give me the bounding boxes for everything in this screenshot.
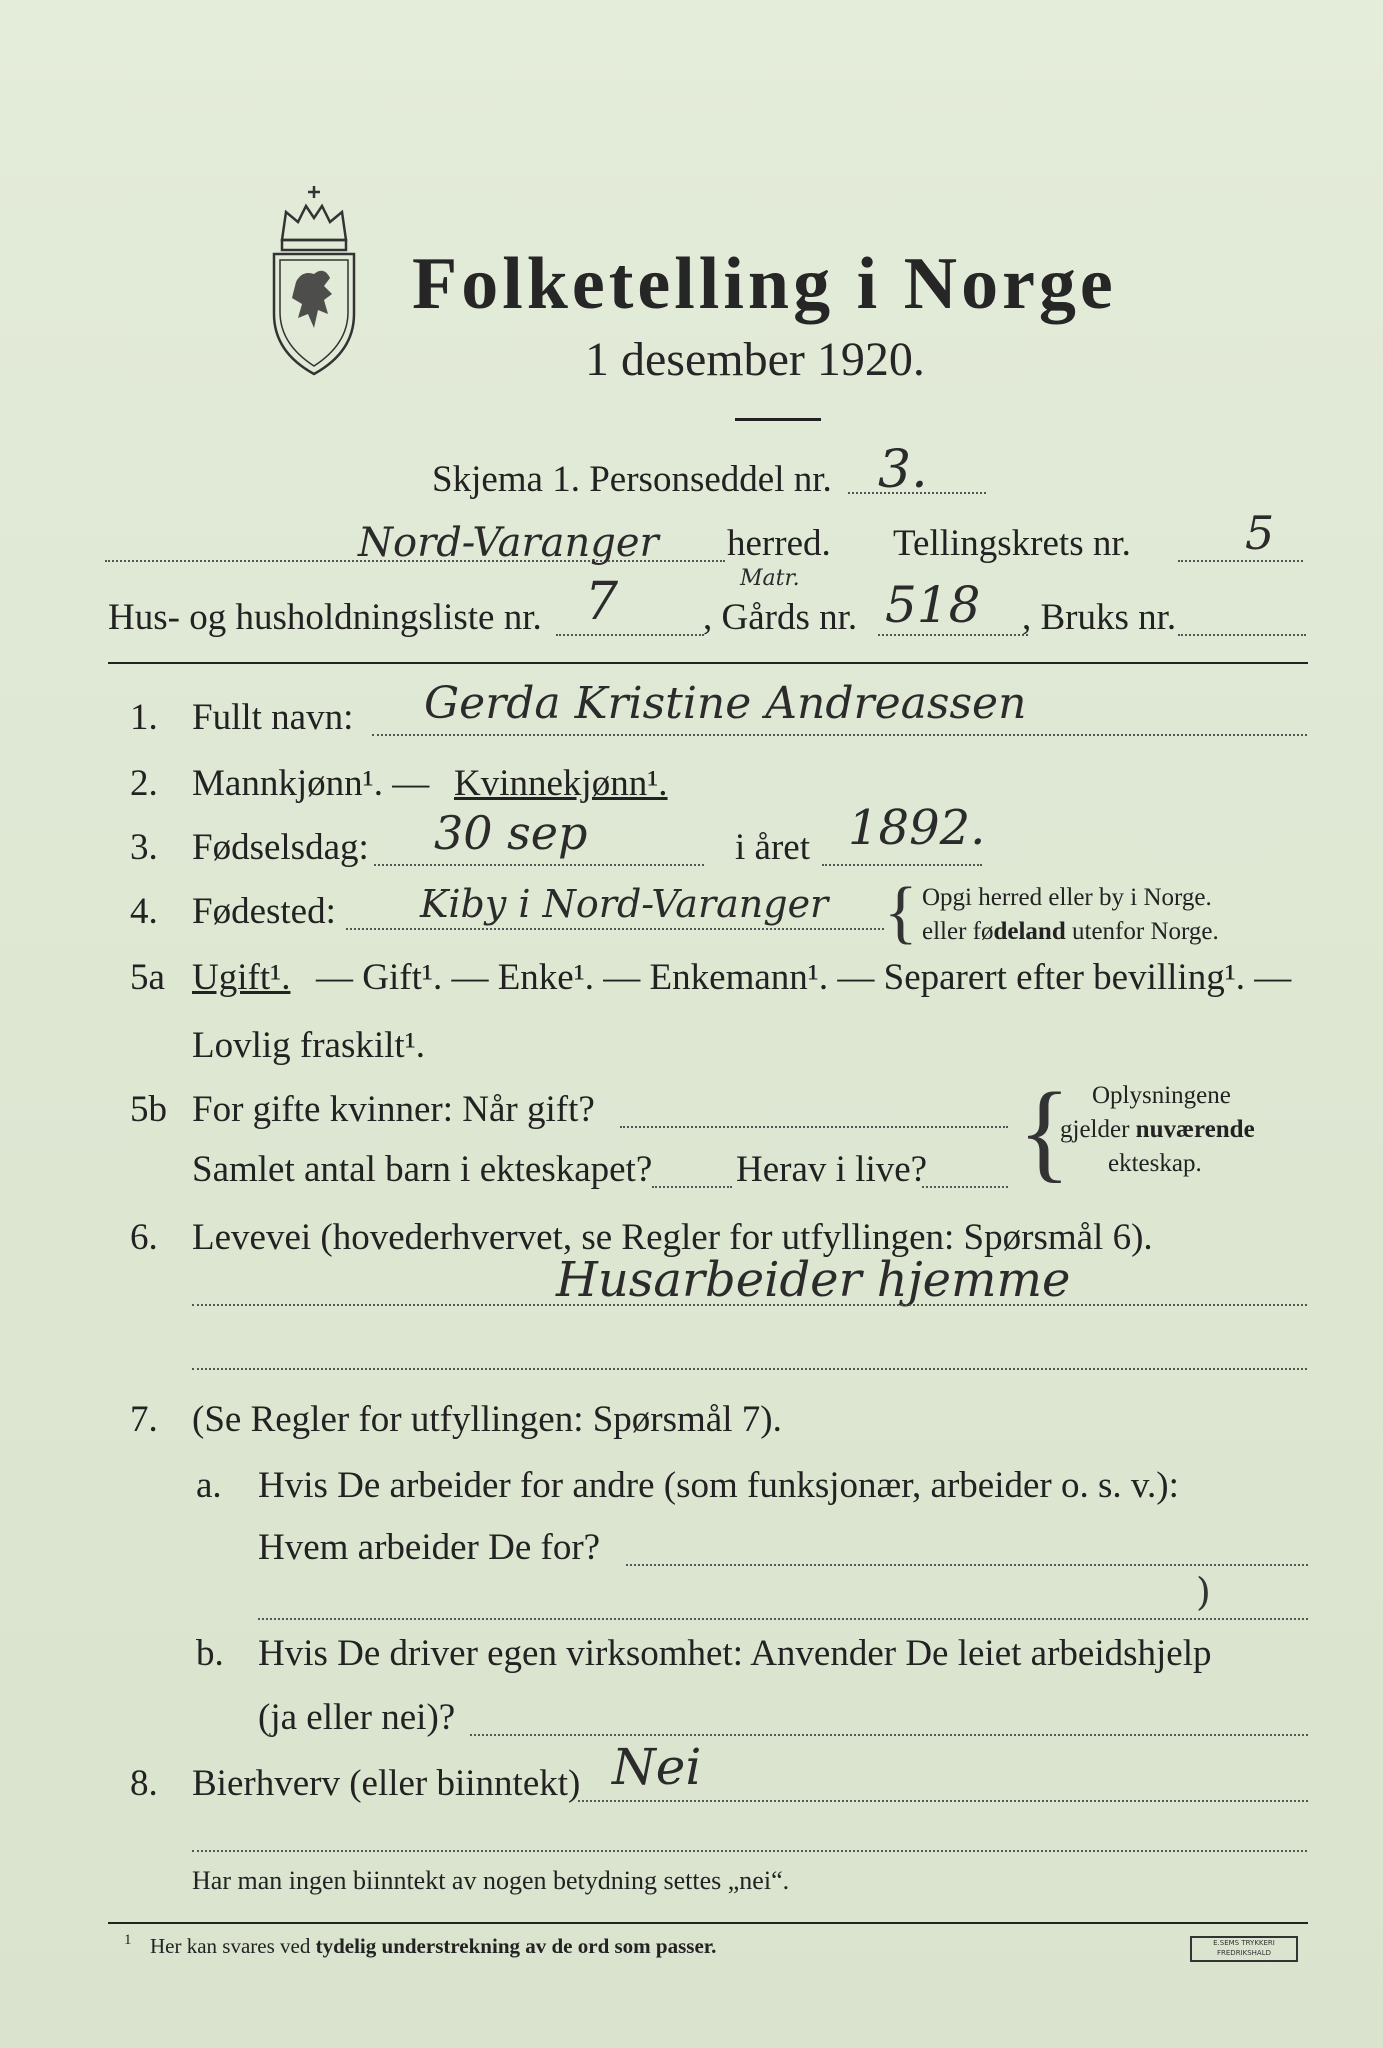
footnote-number: 1 xyxy=(124,1932,132,1948)
q7-label: (Se Regler for utfyllingen: Spørsmål 7). xyxy=(192,1399,782,1440)
employer-line-1 xyxy=(626,1564,1308,1566)
occupation-value[interactable]: Husarbeider hjemme xyxy=(556,1252,1071,1308)
q7a-text: Hvis De arbeider for andre (som funksjonær, arbeider o. s. v.): xyxy=(258,1465,1179,1506)
q8-label: Bierhverv (eller biinntekt) xyxy=(192,1763,581,1804)
birthday-value[interactable]: 30 sep xyxy=(434,806,588,860)
q7a-letter: a. xyxy=(196,1465,222,1506)
side-income-line-1 xyxy=(578,1800,1308,1802)
q5a-number: 5a xyxy=(130,957,165,998)
household-line xyxy=(556,634,704,636)
hired-help-line xyxy=(470,1734,1308,1736)
birthplace-note-2: eller fødeland utenfor Norge. xyxy=(922,918,1219,945)
q1-number: 1. xyxy=(130,697,158,738)
alive-line xyxy=(922,1186,1008,1188)
q5b-note-1: Oplysningene xyxy=(1092,1082,1231,1109)
occupation-line-2 xyxy=(192,1368,1307,1370)
birth-year-value[interactable]: 1892. xyxy=(848,800,986,856)
q7b-question: (ja eller nei)? xyxy=(258,1697,456,1738)
norwegian-coat-of-arms-icon xyxy=(262,182,366,378)
q8-number: 8. xyxy=(130,1763,158,1804)
side-income-value[interactable]: Nei xyxy=(612,1738,702,1796)
q1-line xyxy=(372,734,1307,736)
birthplace-value[interactable]: Kiby i Nord-Varanger xyxy=(420,882,829,926)
sex-male-option[interactable]: Mannkjønn¹. — xyxy=(192,763,430,804)
marital-ugift-option[interactable]: Ugift¹. xyxy=(192,957,291,998)
q5b-label: For gifte kvinner: Når gift? xyxy=(192,1089,595,1130)
title-divider xyxy=(735,418,821,421)
children-line xyxy=(652,1186,732,1188)
children-label: Samlet antal barn i ekteskapet? xyxy=(192,1149,653,1190)
gards-value[interactable]: 518 xyxy=(885,576,981,634)
married-when-line xyxy=(620,1126,1008,1128)
bruks-label: , Bruks nr. xyxy=(1022,597,1177,638)
footnote-text: Her kan svares ved tydelig understrekning av de ord som passer. xyxy=(150,1934,717,1958)
marital-other-options[interactable]: — Gift¹. — Enke¹. — Enkemann¹. — Separert efter bevilling¹. — xyxy=(316,957,1292,998)
household-label: Hus- og husholdningsliste nr. xyxy=(108,597,542,638)
q5b-brace: { xyxy=(1018,1070,1071,1192)
alive-label: Herav i live? xyxy=(736,1149,928,1190)
herred-label: herred. xyxy=(727,523,831,564)
q6-number: 6. xyxy=(130,1217,158,1258)
q2-number: 2. xyxy=(130,763,158,804)
side-income-line-2 xyxy=(192,1850,1307,1852)
employer-line-2 xyxy=(258,1618,1308,1620)
household-value[interactable]: 7 xyxy=(585,572,619,632)
matr-note: Matr. xyxy=(740,566,800,591)
q1-label: Fullt navn: xyxy=(192,697,354,738)
year-label: i året xyxy=(735,827,810,868)
birthday-line xyxy=(374,864,704,866)
footer-rule xyxy=(108,1922,1308,1924)
q6-label: Levevei (hovederhvervet, se Regler for utfyllingen: Spørsmål 6). xyxy=(192,1217,1153,1258)
stray-mark: ) xyxy=(1196,1570,1211,1614)
krets-label: Tellingskrets nr. xyxy=(893,523,1131,564)
gards-label: , Gårds nr. xyxy=(703,597,858,638)
q7-number: 7. xyxy=(130,1399,158,1440)
krets-value[interactable]: 5 xyxy=(1245,506,1275,560)
q7b-letter: b. xyxy=(196,1633,224,1674)
census-date: 1 desember 1920. xyxy=(585,333,925,386)
herred-value[interactable]: Nord-Varanger xyxy=(358,520,659,566)
header-rule xyxy=(108,662,1308,664)
occupation-line-1 xyxy=(192,1304,1307,1306)
q7a-question: Hvem arbeider De for? xyxy=(258,1527,601,1568)
q5b-note-2: gjelder nuværende xyxy=(1060,1116,1255,1143)
q4-label: Fødested: xyxy=(192,891,336,932)
nei-instruction: Har man ingen biinntekt av nogen betydning settes „nei“. xyxy=(192,1866,790,1895)
form-title: Folketelling i Norge xyxy=(412,243,1117,325)
q5b-number: 5b xyxy=(130,1089,167,1130)
full-name-value[interactable]: Gerda Kristine Andreassen xyxy=(424,678,1027,729)
q3-label: Fødselsdag: xyxy=(192,827,369,868)
gards-line xyxy=(878,634,1028,636)
q5b-note-3: ekteskap. xyxy=(1108,1150,1202,1177)
sex-female-option[interactable]: Kvinnekjønn¹. xyxy=(454,763,668,804)
birthplace-note-1: Opgi herred eller by i Norge. xyxy=(922,884,1212,911)
schema-label: Skjema 1. Personseddel nr. xyxy=(432,459,832,500)
birthplace-brace: { xyxy=(884,874,918,951)
year-line xyxy=(822,864,982,866)
q4-number: 4. xyxy=(130,891,158,932)
schema-value[interactable]: 3. xyxy=(878,440,928,500)
printer-stamp: E.SEMS TRYKKERI FREDRIKSHALD xyxy=(1190,1936,1298,1962)
krets-line xyxy=(1178,560,1303,562)
q3-number: 3. xyxy=(130,827,158,868)
bruks-line xyxy=(1178,634,1306,636)
birthplace-line xyxy=(346,928,884,930)
q7b-text: Hvis De driver egen virksomhet: Anvender De leiet arbeidshjelp xyxy=(258,1633,1212,1674)
marital-divorced-option[interactable]: Lovlig fraskilt¹. xyxy=(192,1025,426,1066)
